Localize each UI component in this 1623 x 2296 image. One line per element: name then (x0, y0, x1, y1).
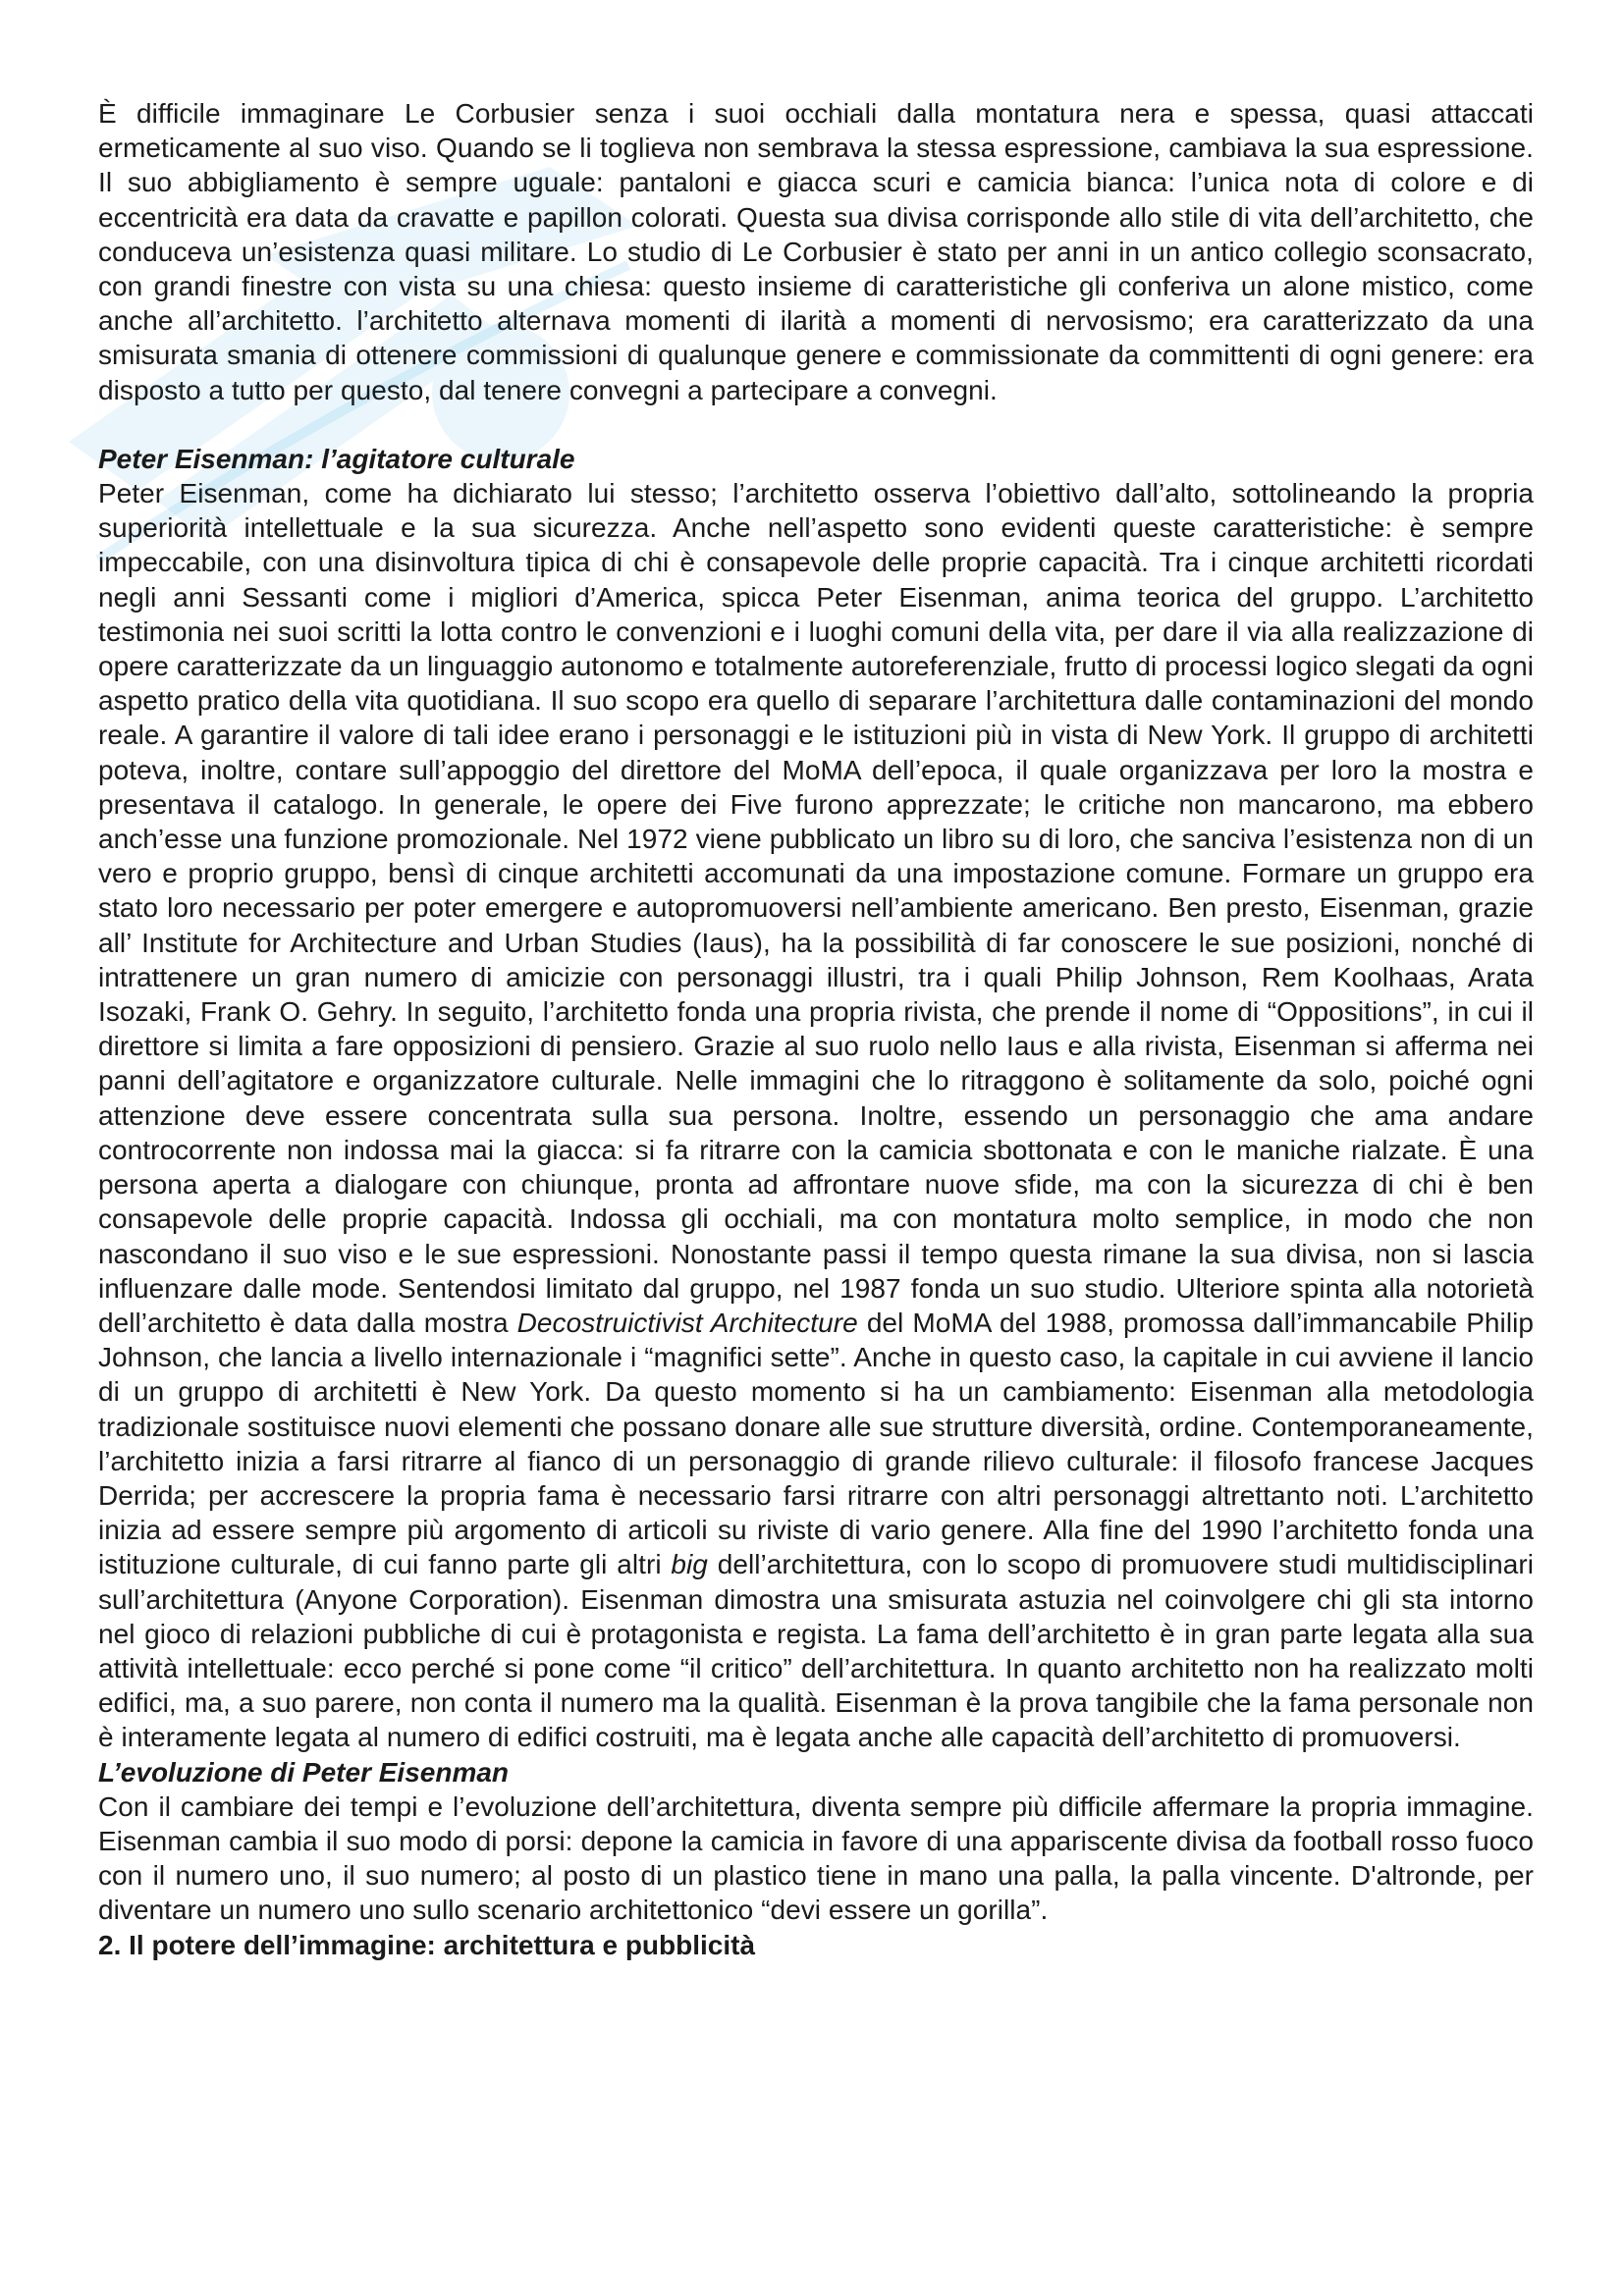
eisenman-text-part-1: Peter Eisenman, come ha dichiarato lui stesso; l’architetto osserva l’obiettivo dall’alto, sottolineando la propria superiorità intellettuale e la sua sicurezza. Anche nell’aspetto sono evidenti queste caratteristiche: è sempre impeccabile, con una disinvoltura tipica di chi è consapevole delle proprie capacità. Tra i cinque architetti ricordati negli anni Sessanti come i migliori d’America, spicca Peter Eisenman, anima teorica del gruppo. L’architetto testimonia nei suoi scritti la lotta contro le convenzioni e i luoghi comuni della vita, per dare il via alla realizzazione di opere caratterizzate da un linguaggio autonomo e totalmente autoreferenziale, frutto di processi logico slegati da ogni aspetto pratico della vita quotidiana. Il suo scopo era quello di separare l’architettura dalle contaminazioni del mondo reale. A garantire il valore di tali idee erano i personaggi e le istituzioni più in vista di New York. Il gruppo di architetti poteva, inoltre, contare sull’appoggio del direttore del MoMA dell’epoca, il quale organizzava per loro la mostra e presentava il catalogo. In generale, le opere dei Five furono apprezzate; le critiche non mancarono, ma ebbero anch’esse una funzione promozionale. Nel 1972 viene pubblicato un libro su di loro, che sanciva l’esistenza non di un vero e proprio gruppo, bensì di cinque architetti accomunati da una impostazione comune. Formare un gruppo era stato loro necessario per poter emergere e autopromuoversi nell’ambiente americano. Ben presto, Eisenman, grazie all’ Institute for Architecture and Urban Studies (Iaus), ha la possibilità di far conoscere le sue posizioni, nonché di intrattenere un gran numero di amicizie con personaggi illustri, tra i quali Philip Johnson, Rem Koolhaas, Arata Isozaki, Frank O. Gehry. In seguito, l’architetto fonda una propria rivista, che prende il nome di “Oppositions”, in cui il direttore si limita a fare opposizioni di pensiero. Grazie al suo ruolo nello Iaus e alla rivista, Eisenman si afferma nei panni dell’agitatore e organizzatore culturale. Nelle immagini che lo ritraggono è solitamente da solo, poiché ogni attenzione deve essere concentrata sulla sua persona. Inoltre, essendo un personaggio che ama andare controcorrente non indossa mai la giacca: si fa ritrarre con la camicia sbottonata e con le maniche rialzate. È una persona aperta a dialogare con chiunque, pronta ad affrontare nuove sfide, ma con la sicurezza di chi è ben consapevole delle proprie capacità. Indossa gli occhiali, ma con montatura molto semplice, in modo che non nascondano il suo viso e le sue espressioni. Nonostante passi il tempo questa rimane la sua divisa, non si lascia influenzare dalle mode. Sentendosi limitato dal gruppo, nel 1987 fonda un suo studio. Ulteriore spinta alla notorietà dell’architetto è data dalla mostra (98, 478, 1534, 1338)
eisenman-text-part-2: del MoMA del 1988, promossa dall’immancabile Philip Johnson, che lancia a livello internazionale i “magnifici sette”. Anche in questo caso, la capitale in cui avviene il lancio di un gruppo di architetti è New York. Da questo momento si ha un cambiamento: Eisenman alla metodologia tradizionale sostituisce nuovi elementi che possano donare alle sue strutture diversità, ordine. Contemporaneamente, l’architetto inizia a farsi ritrarre al fianco di un personaggio di grande rilievo culturale: il filosofo francese Jacques Derrida; per accrescere la propria fama è necessario farsi ritrarre con altri personaggi altrettanto noti. L’architetto inizia ad essere sempre più argomento di articoli su riviste di vario genere. Alla fine del 1990 l’architetto fonda una istituzione culturale, di cui fanno parte gli altri (98, 1307, 1534, 1580)
section-heading-evoluzione: L’evoluzione di Peter Eisenman (98, 1756, 510, 1788)
section-heading-eisenman: Peter Eisenman: l’agitatore culturale (98, 443, 575, 474)
eisenman-paragraph (98, 476, 1534, 1755)
intro-paragraph: È difficile immaginare Le Corbusier senza i suoi occhiali dalla montatura nera e spessa, quasi attaccati ermeticamente al suo viso. Quando se li toglieva non sembrava la stessa espressione, cambiava la sua espressione. Il suo abbigliamento è sempre uguale: pantaloni e giacca scuri e camicia bianca: l’unica nota di colore e di eccentricità era data da cravatte e papillon colorati. Questa sua divisa corrisponde allo stile di vita dell’architetto, che conduceva un’esistenza quasi militare. Lo studio di Le Corbusier è stato per anni in un antico collegio sconsacrato, con grandi finestre con vista su una chiesa: questo insieme di caratteristiche gli conferiva un alone mistico, come anche all’architetto. l’architetto alternava momenti di ilarità a momenti di nervosismo; era caratterizzato da una smisurata smania di ottenere commissioni di qualunque genere e commissionate da committenti di ogni genere: era disposto a tutto per questo, dal tenere convegni a partecipare a convegni. (98, 98, 1534, 405)
section-heading-potere-immagine: 2. Il potere dell’immagine: architettura e pubblicità (98, 1929, 756, 1960)
big-word: big (671, 1549, 708, 1580)
evoluzione-paragraph: Con il cambiare dei tempi e l’evoluzione dell’architettura, diventa sempre più difficile affermare la propria immagine. Eisenman cambia il suo modo di porsi: depone la camicia in favore di una appariscente divisa da football rosso fuoco con il numero uno, il suo numero; al posto di un plastico tiene in mano una palla, la palla vincente. D'altronde, per diventare un numero uno sullo scenario architettonico “devi essere un gorilla”. (98, 1790, 1534, 1926)
exhibition-title: Decostruictivist Architecture (516, 1307, 858, 1338)
document-page (98, 96, 1534, 1962)
paragraph-spacer (98, 407, 1534, 442)
eisenman-text-part-3: dell’architettura, con lo scopo di promuovere studi multidisciplinari sull’architettura (Anyone Corporation). Eisenman dimostra una smisurata astuzia nel coinvolgere chi gli sta intorno nel gioco di relazioni pubbliche di cui è protagonista e regista. La fama dell’architetto è in gran parte legata alla sua attività intellettuale: ecco perché si pone come “il critico” dell’architettura. In quanto architetto non ha realizzato molti edifici, ma, a suo parere, non conta il numero ma la qualità. Eisenman è la prova tangibile che la fama personale non è interamente legata al numero di edifici costruiti, ma è legata anche alle capacità dell’architetto di promuoversi. (98, 1549, 1534, 1753)
